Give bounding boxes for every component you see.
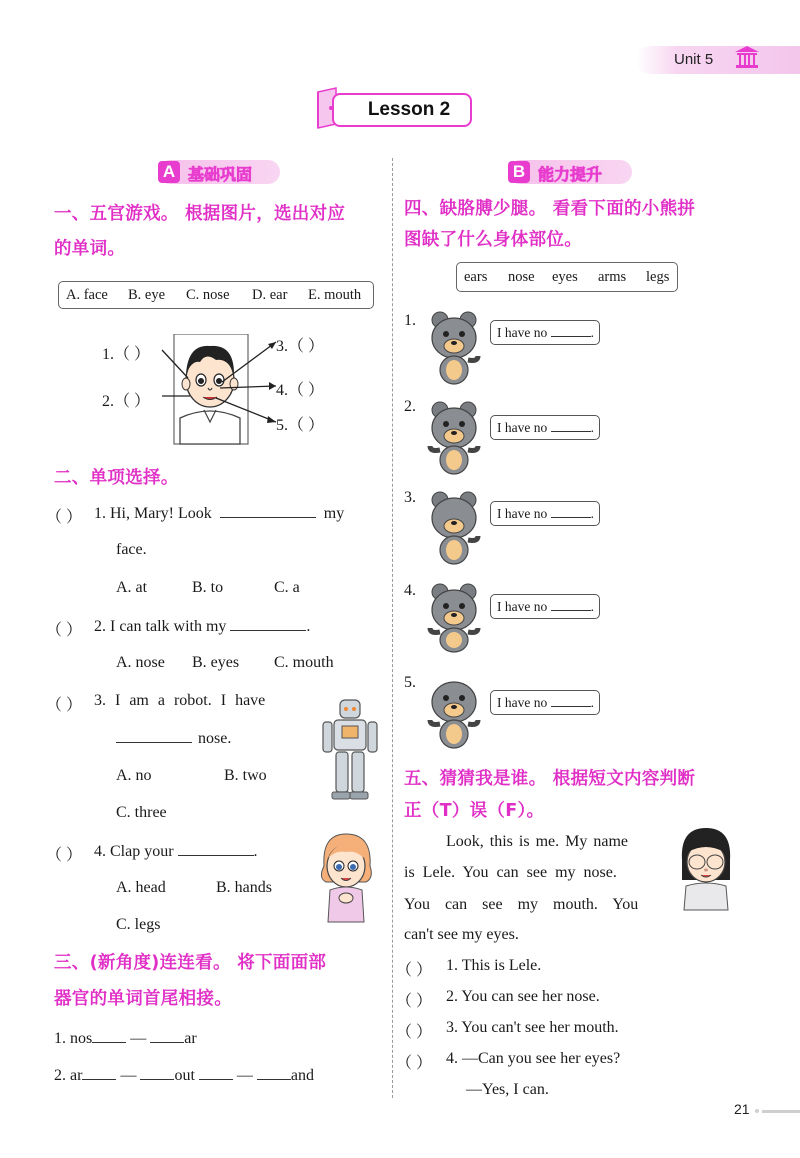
q2-item2-blank	[230, 617, 306, 631]
q3-line1: 1. nos — ar	[54, 1030, 197, 1047]
q2-item2-choice-c: C. mouth	[274, 654, 334, 671]
q5-passage-line4: can't see my eyes.	[404, 926, 519, 943]
q1-option-a: A. face	[66, 287, 108, 303]
q1-label-2: 2.（ ）	[102, 393, 151, 410]
q1-label-5: 5.（ ）	[276, 417, 325, 434]
q5-heading-line1: 五、猜猜我是谁。 根据短文内容判断	[404, 769, 696, 789]
girl-illustration	[316, 830, 376, 924]
q4-item-1-num: 1.	[404, 312, 416, 329]
section-b-title: 能力提升	[538, 165, 603, 184]
q5-stmt4: 4. —Can you see her eyes?	[446, 1050, 621, 1067]
q1-option-d: D. ear	[252, 287, 288, 303]
q2-item4-choice-c: C. legs	[116, 916, 161, 933]
q4-bubble-1-text: I have no .	[497, 325, 594, 340]
q3-heading-line1: 三、(新角度)连连看。 将下面面部	[54, 953, 327, 973]
bear-icon	[424, 398, 484, 480]
page-dot	[755, 1109, 759, 1113]
robot-illustration	[320, 698, 380, 802]
q5-answer: —Yes, I can.	[466, 1081, 549, 1098]
q4-word-5: legs	[646, 269, 670, 285]
unit-ribbon	[636, 46, 800, 74]
bear-icon	[424, 308, 484, 388]
q2-item1-paren: （ ）	[46, 509, 83, 526]
q2-item2-choice-a: A. nose	[116, 654, 165, 671]
q2-item2-choice-b: B. eyes	[192, 654, 240, 671]
q2-item4-paren: （ ）	[46, 847, 83, 864]
q2-item2-paren: （ ）	[46, 622, 83, 639]
q1-option-b: B. eye	[128, 287, 166, 303]
q2-item4-choice-a: A. head	[116, 879, 166, 896]
q5-stmt1: 1. This is Lele.	[446, 957, 542, 974]
section-a-title: 基础巩固	[188, 165, 253, 184]
q2-item3-paren: （ ）	[46, 697, 83, 714]
q4-item-2-num: 2.	[404, 398, 416, 415]
q2-item3-choice-b: B. two	[224, 767, 267, 784]
q5-passage-line3: You can see my mouth. You	[404, 896, 639, 913]
column-divider	[392, 158, 393, 1098]
bear-icon	[424, 488, 484, 570]
section-a-letter: A	[158, 161, 180, 183]
q2-item1-choice-a: A. at	[116, 579, 148, 596]
q2-item1-cont: face.	[116, 541, 147, 558]
section-b-letter: B	[508, 161, 530, 183]
q2-item3-stem: 3. I am a robot. I have	[94, 692, 266, 709]
q1-heading-line2: 的单词。	[54, 239, 126, 259]
q1-option-c: C. nose	[186, 287, 230, 303]
q5-passage-line1: Look, this is me. My name	[446, 833, 628, 850]
page-line	[762, 1110, 800, 1113]
q2-item1-choice-b: B. to	[192, 579, 224, 596]
q1-pointer-lines	[150, 330, 290, 440]
q2-item4-stem: 4. Clap your .	[94, 843, 258, 860]
page-number: 21	[734, 1101, 750, 1117]
q4-heading-line1: 四、缺胳膊少腿。 看看下面的小熊拼	[404, 199, 696, 219]
q5-passage-line2: is Lele. You can see my nose.	[404, 864, 617, 881]
q5-heading-line2: 正（T）误（F）。	[404, 801, 545, 821]
q1-label-1: 1.（ ）	[102, 346, 151, 363]
q5-stmt1-paren: （ ）	[396, 962, 433, 979]
q5-stmt2: 2. You can see her nose.	[446, 988, 600, 1005]
lesson-title: Lesson 2	[367, 99, 451, 120]
q4-word-1: ears	[464, 269, 488, 285]
building-icon	[734, 44, 760, 70]
q4-bubble-3-text: I have no .	[497, 506, 594, 521]
q4-heading-line2: 图缺了什么身体部位。	[404, 230, 582, 250]
q4-item-5-num: 5.	[404, 674, 416, 691]
q4-word-2: nose	[508, 269, 535, 285]
q2-item3-cont: nose.	[116, 729, 231, 748]
q2-heading: 二、单项选择。	[54, 468, 179, 488]
q4-word-3: eyes	[552, 269, 578, 285]
q1-label-4: 4.（ ）	[276, 382, 325, 399]
girl-covering-eyes-illustration	[676, 826, 736, 912]
q1-label-3: 3.（ ）	[276, 338, 325, 355]
q5-stmt3-paren: （ ）	[396, 1024, 433, 1041]
q4-bubble-2-text: I have no .	[497, 420, 594, 435]
q2-item1-stem: 1. Hi, Mary! Look my	[94, 505, 345, 522]
q4-bubble-5-text: I have no .	[497, 695, 594, 710]
unit-label: Unit 5	[674, 51, 714, 68]
q2-item1-choice-c: C. a	[274, 579, 300, 596]
q4-word-4: arms	[598, 269, 627, 285]
q4-item-4-num: 4.	[404, 582, 416, 599]
q2-item4-blank	[178, 842, 254, 856]
q5-stmt4-paren: （ ）	[396, 1055, 433, 1072]
q2-item1-blank	[220, 504, 316, 518]
q2-item3-choice-c: C. three	[116, 804, 167, 821]
q1-option-e: E. mouth	[308, 287, 362, 303]
q2-item3-choice-a: A. no	[116, 767, 152, 784]
q2-item4-choice-b: B. hands	[216, 879, 272, 896]
q5-stmt2-paren: （ ）	[396, 993, 433, 1010]
q4-item-3-num: 3.	[404, 489, 416, 506]
bear-icon	[424, 672, 484, 754]
bear-icon	[424, 580, 484, 662]
q1-heading-line1: 一、五官游戏。 根据图片，选出对应	[54, 204, 346, 224]
q4-bubble-4-text: I have no .	[497, 599, 594, 614]
q2-item2-stem: 2. I can talk with my .	[94, 618, 311, 635]
q2-item3-blank	[116, 729, 192, 743]
q3-line2: 2. ar — out — and	[54, 1067, 314, 1084]
q5-stmt3: 3. You can't see her mouth.	[446, 1019, 619, 1036]
q3-heading-line2: 器官的单词首尾相接。	[54, 989, 232, 1009]
